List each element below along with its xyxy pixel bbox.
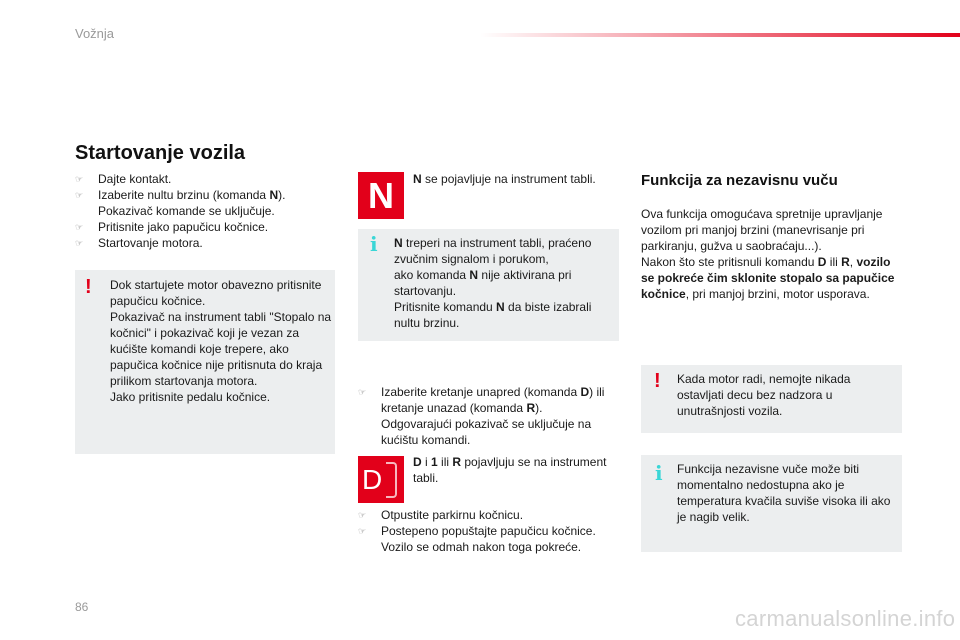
text-run: Pritisnite jako papučicu kočnice. [98,220,269,234]
text-run: i [421,455,432,469]
text-run: N [269,188,279,202]
text-run: Ova funkcija omogućava spretnije upravljanje vozilom pri manjoj brzini (manevrisanje pri parkiranju, gužva u saobraćaju...). [641,207,883,253]
text-run: Izaberite kretanje unapred (komanda [381,385,581,399]
text-run: vozilo se pokreće čim sklonite stopalo sa papučice kočnice [641,255,895,301]
warning-text [677,371,897,419]
text-run: Izaberite nultu brzinu (komanda [98,188,270,202]
info-box-traction [641,455,902,552]
direction-step [358,384,620,448]
text-run: Odgovarajući pokazivač se uključuje na kućištu komandi. [381,417,592,447]
header-rule [480,33,960,37]
text-run: Dajte kontakt. [98,172,172,186]
warning-box-children [641,365,902,433]
text-run: R [526,401,536,415]
text-run: ). [278,188,286,202]
n-indicator-text [413,171,613,187]
text-run: ili [437,455,453,469]
text-run: R [841,255,850,269]
text-run: Pokazivač na instrument tabli "Stopalo na kočnici" i pokazivač koji je vezan za kućište komandi koje trepere, ako papučica kočnice nije pritisnuta do kraja prilikom startovanja motora. [110,310,332,388]
text-run: Vozilo se odmah nakon toga pokreće. [381,540,582,554]
warning-box [75,270,335,454]
d-indicator-text [413,454,618,486]
pointing-hand-bullet-icon: ☞ [75,238,84,248]
pointing-hand-bullet-icon: ☞ [75,190,84,200]
text-run: Jako pritisnite pedalu kočnice. [110,390,271,404]
info-icon: i [370,232,378,256]
pointing-hand-bullet-icon: ☞ [358,526,367,536]
page-title: Startovanje vozila [75,142,246,164]
list-item [358,523,620,555]
warning-icon: ! [654,370,661,392]
text-run: ). [535,401,543,415]
text-run: nije aktivirana pri startovanju. [394,268,572,298]
text-run: Otpustite parkirnu kočnicu. [381,508,524,522]
text-run: N [496,300,505,314]
text-run: Postepeno popuštajte papučicu kočnice. [381,524,596,538]
list-item [75,219,335,235]
info-icon: i [655,461,663,485]
text-run: da biste izabrali nultu brzinu. [394,300,592,330]
warning-icon: ! [85,276,92,298]
page-number: 86 [75,600,89,614]
text-run: pojavljuju se na instrument tabli. [413,455,607,485]
text-run: Funkcija nezavisne vuče može biti momentalno nedostupna ako je temperatura kvačila suviše visoka ili ako je nagib velik. [677,462,891,524]
text-run: N [469,268,479,282]
pointing-hand-bullet-icon: ☞ [75,222,84,232]
text-run: ili [826,255,842,269]
list-item [358,507,620,523]
n-indicator-icon: N [358,172,404,219]
text-run: R [452,455,462,469]
watermark: carmanualsonline.info [735,606,956,631]
text-run: Startovanje motora. [98,236,203,250]
warning-text [110,277,332,405]
text-run: , pri manjoj brzini, motor usporava. [685,287,870,301]
list-item [75,187,335,219]
section-title-independent-traction: Funkcija za nezavisnu vuču [641,172,838,189]
release-steps [358,507,620,555]
text-run: D [580,385,590,399]
text-run: 1 [431,455,438,469]
text-run: Pritisnite komandu [394,300,497,314]
pointing-hand-bullet-icon: ☞ [358,387,367,397]
text-run: ) ili kretanje unazad (komanda [381,385,605,415]
info-box [358,229,619,341]
section-header: Vožnja [75,26,115,41]
list-item [358,384,620,448]
text-run: Dok startujete motor obavezno pritisnite papučicu kočnice. [110,278,322,308]
start-steps [75,171,335,251]
traction-paragraph [641,206,903,302]
info-text [394,235,614,331]
d-indicator-icon [358,456,404,503]
text-run: ako komanda [394,268,470,282]
d-indicator-label: D [362,463,383,495]
gear-digit-1-icon [386,462,397,498]
pointing-hand-bullet-icon: ☞ [358,510,367,520]
list-item [75,235,335,251]
text-run: Pokazivač komande se uključuje. [98,204,275,218]
text-run: , [849,255,857,269]
pointing-hand-bullet-icon: ☞ [75,174,84,184]
text-run: se pojavljuje na instrument tabli. [421,172,596,186]
text-run: N [394,236,403,250]
text-run: D [817,255,827,269]
text-run: treperi na instrument tabli, praćeno zvučnim signalom i porukom, [394,236,592,266]
text-run: Nakon što ste pritisnuli komandu [641,255,818,269]
list-item [75,171,335,187]
info-text [677,461,897,525]
text-run: N [413,172,422,186]
text-run: Kada motor radi, nemojte nikada ostavljati decu bez nadzora u unutrašnjosti vozila. [677,372,851,418]
text-run: D [413,455,422,469]
